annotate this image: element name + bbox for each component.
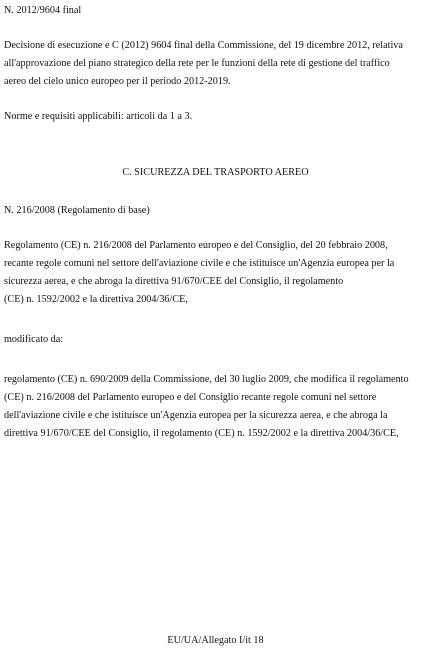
paragraph-line: (CE) n. 1592/2002 e la direttiva 2004/36/CE, [4,294,188,305]
paragraph-line: Regolamento (CE) n. 216/2008 del Parlamento europeo e del Consiglio, del 20 febbraio 2008, [4,240,388,251]
paragraph-line: aereo del cielo unico europeo per il periodo 2012-2019. [4,76,231,87]
section-heading: C. SICUREZZA DEL TRASPORTO AEREO [122,167,309,178]
paragraph-line: sicurezza aerea, e che abroga la direttiva 91/670/CEE del Consiglio, il regolamento [4,276,344,287]
requirements-line: Norme e requisiti applicabili: articoli da 1 a 3. [4,111,193,122]
paragraph-line: regolamento (CE) n. 690/2009 della Commissione, del 30 luglio 2009, che modifica il regolamento [4,374,409,385]
paragraph-line: (CE) n. 216/2008 del Parlamento europeo e del Consiglio recante regole comuni nel settore [4,392,377,403]
reference-number: N. 2012/9604 final [4,5,82,16]
paragraph-line: direttiva 91/670/CEE del Consiglio, il regolamento (CE) n. 1592/2002 e la direttiva 2004/36/CE, [4,428,399,439]
modified-by-label: modificato da: [4,334,64,345]
paragraph-line: recante regole comuni nel settore dell'aviazione civile e che istituisce un'Agenzia europea per la [4,258,395,269]
paragraph-line: all'approvazione del piano strategico della rete per le funzioni della rete di gestione del traffico [4,58,390,69]
paragraph-line: Decisione di esecuzione e C (2012) 9604 final della Commissione, del 19 dicembre 2012, relativa [4,40,403,51]
page-footer: EU/UA/Allegato I/it 18 [167,635,264,646]
basic-regulation-reference: N. 216/2008 (Regolamento di base) [4,205,150,216]
paragraph-line: dell'aviazione civile e che istituisce un'Agenzia europea per la sicurezza aerea, e che abroga la [4,410,388,421]
